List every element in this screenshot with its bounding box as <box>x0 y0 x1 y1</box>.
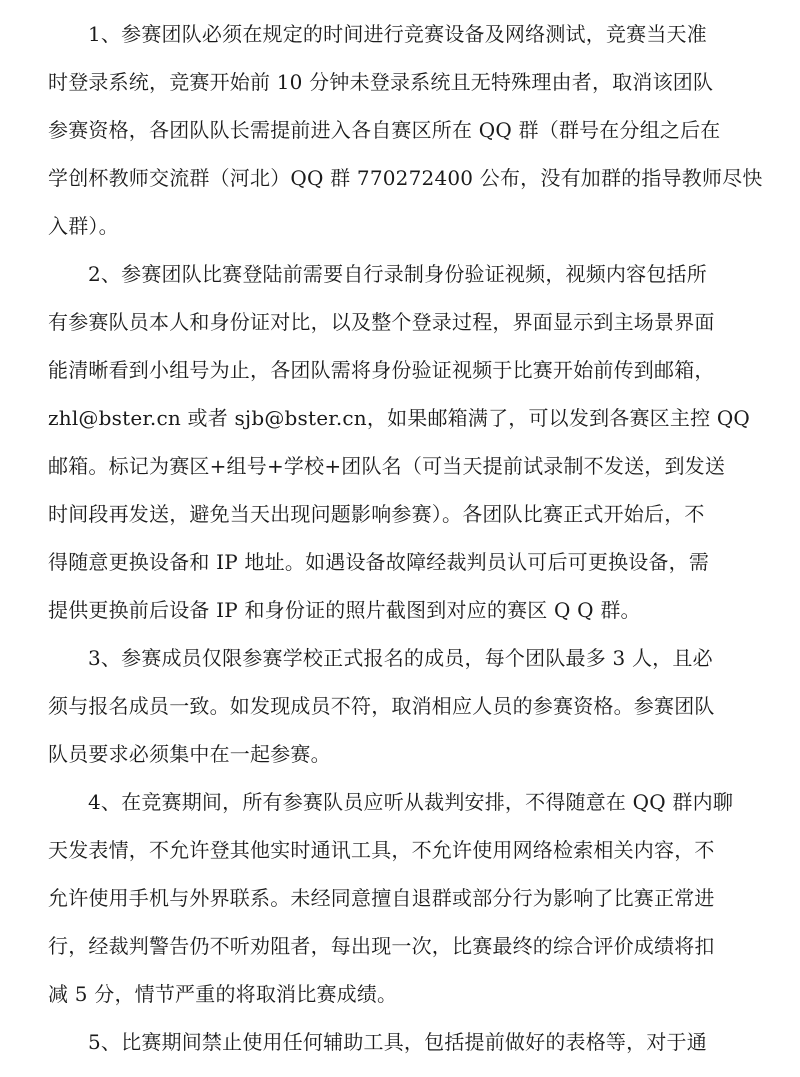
paragraph-4-line-5: 减 5 分，情节严重的将取消比赛成绩。 <box>48 982 398 1006</box>
paragraph-2-line-8: 提供更换前后设备 IP 和身份证的照片截图到对应的赛区 Q Q 群。 <box>48 598 641 622</box>
paragraph-1-line-5: 入群）。 <box>48 214 119 238</box>
paragraph-2-line-6: 时间段再发送，避免当天出现问题影响参赛）。各团队比赛正式开始后，不 <box>48 502 705 526</box>
paragraph-1-line-2: 时登录系统，竞赛开始前 10 分钟未登录系统且无特殊理由者，取消该团队 <box>48 70 714 94</box>
paragraph-5-line-1: 5、比赛期间禁止使用任何辅助工具，包括提前做好的表格等，对于通 <box>88 1030 707 1054</box>
paragraph-4-line-1: 4、在竞赛期间，所有参赛队员应听从裁判安排，不得随意在 QQ 群内聊 <box>88 790 734 814</box>
paragraph-3-line-2: 须与报名成员一致。如发现成员不符，取消相应人员的参赛资格。参赛团队 <box>48 694 715 718</box>
paragraph-4-line-3: 允许使用手机与外界联系。未经同意擅自退群或部分行为影响了比赛正常进 <box>48 886 715 910</box>
paragraph-2-line-3: 能清晰看到小组号为止，各团队需将身份验证视频于比赛开始前传到邮箱， <box>48 358 715 382</box>
paragraph-4-line-4: 行，经裁判警告仍不听劝阻者，每出现一次，比赛最终的综合评价成绩将扣 <box>48 934 715 958</box>
paragraph-1-line-1: 1、参赛团队必须在规定的时间进行竞赛设备及网络测试，竞赛当天准 <box>88 22 707 46</box>
paragraph-1-line-4: 学创杯教师交流群（河北）QQ 群 770272400 公布，没有加群的指导教师尽快 <box>48 166 763 190</box>
paragraph-4-line-2: 天发表情，不允许登其他实时通讯工具，不允许使用网络检索相关内容，不 <box>48 838 715 862</box>
paragraph-2-line-7: 得随意更换设备和 IP 地址。如遇设备故障经裁判员认可后可更换设备，需 <box>48 550 710 574</box>
paragraph-2-line-2: 有参赛队员本人和身份证对比，以及整个登录过程，界面显示到主场景界面 <box>48 310 715 334</box>
paragraph-2-line-5: 邮箱。标记为赛区+组号+学校+团队名（可当天提前试录制不发送，到发送 <box>48 454 726 478</box>
paragraph-1-line-3: 参赛资格，各团队队长需提前进入各自赛区所在 QQ 群（群号在分组之后在 <box>48 118 721 142</box>
paragraph-2-line-4: zhl@bster.cn 或者 sjb@bster.cn，如果邮箱满了，可以发到各赛区主控 QQ <box>48 406 751 430</box>
paragraph-3-line-3: 队员要求必须集中在一起参赛。 <box>48 742 331 766</box>
paragraph-3-line-1: 3、参赛成员仅限参赛学校正式报名的成员，每个团队最多 3 人，且必 <box>88 646 713 670</box>
paragraph-2-line-1: 2、参赛团队比赛登陆前需要自行录制身份验证视频，视频内容包括所 <box>88 262 707 286</box>
